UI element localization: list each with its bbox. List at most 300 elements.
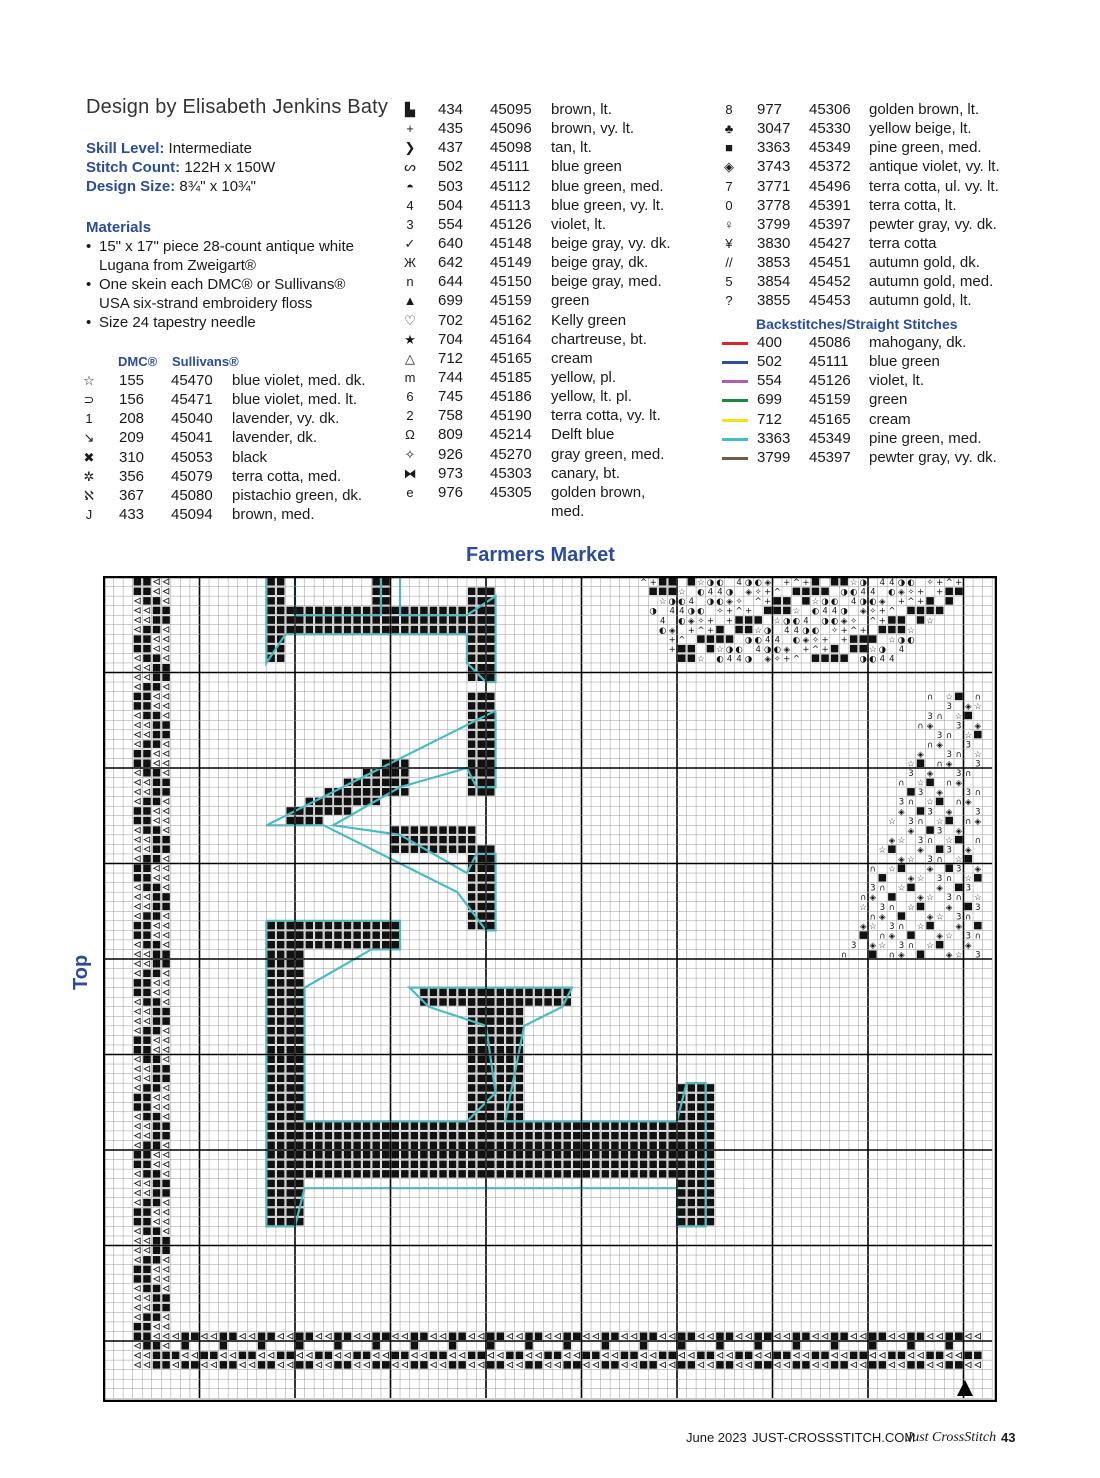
key-symbol: n bbox=[406, 274, 414, 290]
key-dmc-number: 758 bbox=[438, 407, 464, 425]
key-symbol: ▙ bbox=[405, 102, 415, 117]
letter-stitch bbox=[286, 1027, 294, 1035]
stitch-square bbox=[955, 588, 963, 596]
stitch-symbol: ^ bbox=[678, 635, 686, 646]
key-symbol: m bbox=[404, 369, 416, 385]
letter-stitch bbox=[525, 1161, 533, 1169]
key-color-name: pistachio green, dk. bbox=[232, 486, 363, 504]
stitch-symbol: ✧ bbox=[850, 616, 858, 627]
stitch-square bbox=[888, 616, 896, 624]
letter-stitch bbox=[477, 998, 485, 1006]
key-color-name: yellow, lt. pl. bbox=[551, 388, 632, 406]
letter-stitch bbox=[611, 1170, 619, 1178]
letter-stitch bbox=[325, 931, 333, 939]
letter-stitch bbox=[401, 1151, 409, 1159]
key-symbol: △ bbox=[405, 350, 415, 366]
stitch-symbol: ∩ bbox=[936, 711, 943, 722]
letter-stitch bbox=[267, 1008, 275, 1016]
stitch-square bbox=[793, 1342, 801, 1350]
stitch-square bbox=[793, 588, 801, 596]
letter-stitch bbox=[468, 1046, 476, 1054]
stitch-square bbox=[659, 1352, 667, 1360]
letter-stitch bbox=[277, 1103, 285, 1111]
key-color-name: beige gray, dk. bbox=[551, 254, 649, 272]
letter-stitch bbox=[382, 597, 390, 605]
stitch-square bbox=[802, 1332, 810, 1340]
letter-stitch bbox=[468, 874, 476, 882]
stitch-square bbox=[134, 979, 142, 987]
letter-stitch bbox=[344, 1170, 352, 1178]
stitch-symbol: + bbox=[821, 635, 829, 646]
letter-stitch bbox=[516, 998, 524, 1006]
letter-stitch bbox=[420, 616, 428, 624]
stitch-symbol: 3 bbox=[870, 883, 876, 894]
letter-stitch bbox=[688, 1161, 696, 1169]
letter-stitch bbox=[525, 1122, 533, 1130]
letter-stitch bbox=[678, 1161, 686, 1169]
stitch-symbol: ☆ bbox=[907, 902, 915, 913]
stitch-symbol: 3 bbox=[879, 902, 886, 913]
stitch-square bbox=[143, 1027, 151, 1035]
letter-stitch bbox=[363, 941, 371, 949]
letter-stitch bbox=[468, 654, 476, 662]
letter-stitch bbox=[678, 1199, 686, 1207]
letter-stitch bbox=[516, 1008, 524, 1016]
letter-stitch bbox=[678, 1180, 686, 1188]
letter-stitch bbox=[468, 836, 476, 844]
stitch-square bbox=[879, 626, 887, 634]
key-color-name: antique violet, vy. lt. bbox=[869, 158, 1000, 176]
stitch-symbol: 3 bbox=[908, 816, 914, 827]
letter-stitch bbox=[649, 1132, 657, 1140]
letter-stitch bbox=[306, 626, 314, 634]
letter-stitch bbox=[707, 1141, 715, 1149]
stitch-symbol: ◈ bbox=[907, 826, 915, 837]
letter-stitch bbox=[372, 1141, 380, 1149]
letter-stitch bbox=[554, 1141, 562, 1149]
stitch-square bbox=[945, 1342, 953, 1350]
stitch-square bbox=[898, 1352, 906, 1360]
letter-stitch bbox=[449, 989, 457, 997]
letter-stitch bbox=[401, 1141, 409, 1149]
stitch-square bbox=[850, 1352, 858, 1360]
stitch-square bbox=[678, 1361, 686, 1369]
letter-stitch bbox=[372, 779, 380, 787]
letter-stitch bbox=[315, 1161, 323, 1169]
key-symbol: ✖ bbox=[83, 449, 95, 465]
key-color-name: terra cotta bbox=[869, 234, 937, 252]
key-color-name: blue green bbox=[551, 158, 622, 176]
stitch-square bbox=[153, 1247, 161, 1255]
letter-stitch bbox=[487, 769, 495, 777]
letter-stitch bbox=[430, 626, 438, 634]
letter-stitch bbox=[277, 1017, 285, 1025]
stitch-square bbox=[153, 1189, 161, 1197]
stitch-count-label: Stitch Count: bbox=[86, 159, 181, 176]
stitch-square bbox=[143, 740, 151, 748]
letter-stitch bbox=[430, 616, 438, 624]
letter-stitch bbox=[497, 1056, 505, 1064]
letter-stitch bbox=[277, 950, 285, 958]
stitch-square bbox=[449, 1342, 457, 1350]
letter-stitch bbox=[535, 1161, 543, 1169]
stitch-symbol: 3 bbox=[898, 940, 905, 951]
letter-stitch bbox=[544, 989, 552, 997]
key-sullivans-number: 45041 bbox=[171, 429, 213, 447]
letter-stitch bbox=[583, 1151, 591, 1159]
letter-stitch bbox=[697, 1208, 705, 1216]
key-sullivans-number: 45159 bbox=[490, 292, 532, 310]
key-dmc-number: 702 bbox=[438, 311, 464, 329]
stitch-square bbox=[707, 645, 715, 653]
stitch-symbol: ☆ bbox=[974, 749, 982, 760]
stitch-square bbox=[143, 989, 151, 997]
letter-stitch bbox=[344, 922, 352, 930]
key-color-name: autumn gold, med. bbox=[869, 273, 994, 291]
stitch-symbol: + bbox=[955, 578, 963, 589]
key-dmc-number: 3743 bbox=[757, 158, 791, 176]
letter-stitch bbox=[477, 1075, 485, 1083]
letter-stitch bbox=[286, 941, 294, 949]
key-color-name: cream bbox=[551, 349, 593, 367]
stitch-square bbox=[716, 626, 724, 634]
letter-stitch bbox=[334, 1151, 342, 1159]
stitch-square bbox=[945, 1361, 953, 1369]
letter-stitch bbox=[458, 1132, 466, 1140]
letter-stitch bbox=[649, 1161, 657, 1169]
stitch-square bbox=[430, 1352, 438, 1360]
stitch-square bbox=[153, 664, 161, 672]
letter-stitch bbox=[477, 1027, 485, 1035]
stitch-square bbox=[831, 1342, 839, 1350]
stitch-symbol: ◑ bbox=[783, 616, 791, 627]
stitch-symbol: ◑ bbox=[744, 654, 753, 665]
letter-stitch bbox=[649, 1141, 657, 1149]
stitch-symbol: ◐ bbox=[869, 654, 877, 665]
letter-stitch bbox=[602, 1151, 610, 1159]
stitch-symbol: ☆ bbox=[849, 578, 858, 589]
stitch-square bbox=[840, 654, 848, 662]
stitch-square bbox=[201, 1352, 209, 1360]
chart-orientation-label: Top bbox=[70, 954, 92, 990]
letter-stitch bbox=[420, 1170, 428, 1178]
letter-stitch bbox=[401, 788, 409, 796]
letter-stitch bbox=[306, 817, 314, 825]
key-symbol: ◈ bbox=[724, 159, 734, 175]
letter-stitch bbox=[344, 807, 352, 815]
stitch-symbol: ◈ bbox=[926, 769, 934, 780]
stitch-symbol: 3 bbox=[946, 749, 952, 760]
letter-stitch bbox=[267, 1017, 275, 1025]
stitch-square bbox=[153, 1313, 161, 1321]
stitch-square bbox=[812, 588, 820, 596]
key-color-name: chartreuse, bt. bbox=[551, 330, 647, 348]
stitch-square bbox=[162, 1122, 170, 1130]
stitch-symbol: + bbox=[840, 635, 848, 646]
stitch-square bbox=[162, 1008, 170, 1016]
letter-stitch bbox=[525, 1141, 533, 1149]
letter-stitch bbox=[411, 1141, 419, 1149]
letter-stitch bbox=[630, 1141, 638, 1149]
stitch-square bbox=[592, 1352, 600, 1360]
letter-stitch bbox=[430, 1122, 438, 1130]
stitch-square bbox=[831, 645, 839, 653]
letter-stitch bbox=[611, 1161, 619, 1169]
stitch-symbol: ◐ bbox=[678, 616, 686, 627]
letter-stitch bbox=[468, 1075, 476, 1083]
key-sullivans-number: 45164 bbox=[490, 330, 532, 348]
letter-stitch bbox=[420, 826, 428, 834]
stitch-symbol: ◐ bbox=[792, 616, 801, 627]
letter-stitch bbox=[277, 1170, 285, 1178]
letter-stitch bbox=[477, 1132, 485, 1140]
stitch-square bbox=[659, 588, 667, 596]
letter-stitch bbox=[420, 1151, 428, 1159]
letter-stitch bbox=[697, 1151, 705, 1159]
key-dmc-number: 977 bbox=[757, 101, 783, 118]
stitch-square bbox=[945, 597, 953, 605]
letter-stitch bbox=[296, 1141, 304, 1149]
letter-stitch bbox=[678, 1208, 686, 1216]
stitch-square bbox=[487, 1342, 495, 1350]
letter-stitch bbox=[707, 1132, 715, 1140]
stitch-symbol: ∩ bbox=[860, 893, 867, 904]
stitch-square bbox=[344, 1332, 352, 1340]
letter-stitch bbox=[688, 1132, 696, 1140]
stitch-square bbox=[153, 1017, 161, 1025]
key-sullivans-number: 45270 bbox=[490, 445, 532, 463]
letter-stitch bbox=[286, 1151, 294, 1159]
stitch-square bbox=[754, 1342, 762, 1350]
key-sullivans-number: 45096 bbox=[490, 120, 532, 138]
letter-stitch bbox=[468, 998, 476, 1006]
stitch-square bbox=[334, 1332, 342, 1340]
letter-stitch bbox=[286, 1113, 294, 1121]
materials-section bbox=[86, 219, 399, 332]
stitch-square bbox=[143, 855, 151, 863]
letter-stitch bbox=[296, 922, 304, 930]
letter-stitch bbox=[430, 1170, 438, 1178]
stitch-symbol: ☆ bbox=[954, 855, 963, 865]
letter-stitch bbox=[449, 1161, 457, 1169]
designer-credit: Design by Elisabeth Jenkins Baty bbox=[86, 96, 389, 118]
letter-stitch bbox=[344, 798, 352, 806]
backstitch-sullivans-number: 45397 bbox=[809, 448, 851, 466]
stitch-square bbox=[134, 759, 142, 767]
letter-stitch bbox=[363, 1122, 371, 1130]
sullivans-column-header: Sullivans® bbox=[172, 354, 239, 369]
letter-stitch bbox=[535, 989, 543, 997]
stitch-symbol: ◐ bbox=[811, 625, 820, 636]
materials-item: • 15" x 17" piece 28-count antique white Lugana from Zweigart® bbox=[86, 237, 399, 275]
stitch-symbol: ∩ bbox=[965, 769, 972, 780]
key-sullivans-number: 45126 bbox=[490, 215, 532, 233]
letter-stitch bbox=[497, 1084, 505, 1092]
letter-stitch bbox=[487, 702, 495, 710]
stitch-square bbox=[382, 1361, 390, 1369]
stitch-symbol: ☆ bbox=[935, 816, 944, 827]
letter-stitch bbox=[411, 1151, 419, 1159]
letter-stitch bbox=[487, 1132, 495, 1140]
stitch-square bbox=[649, 588, 657, 596]
stitch-symbol: 4 bbox=[803, 616, 809, 627]
stitch-square bbox=[525, 1332, 533, 1340]
stitch-symbol: ✧ bbox=[773, 654, 781, 665]
letter-stitch bbox=[267, 989, 275, 997]
stitch-square bbox=[143, 1103, 151, 1111]
stitch-square bbox=[879, 1332, 887, 1340]
letter-stitch bbox=[401, 616, 409, 624]
stitch-symbol: ∩ bbox=[888, 950, 895, 961]
stitch-square bbox=[668, 1352, 676, 1360]
key-dmc-number: 744 bbox=[438, 368, 464, 386]
key-symbol: ᔕ bbox=[404, 159, 416, 175]
stitch-symbol: ◈ bbox=[869, 940, 877, 951]
stitch-symbol: ☆ bbox=[974, 702, 982, 713]
stitch-symbol: ◐ bbox=[830, 616, 839, 627]
stitch-symbol: ◐ bbox=[716, 578, 724, 589]
stitch-symbol: ✧ bbox=[869, 606, 877, 617]
dmc-column-header: DMC® bbox=[118, 354, 158, 369]
letter-stitch bbox=[334, 1170, 342, 1178]
letter-stitch bbox=[286, 931, 294, 939]
key-symbol: ★ bbox=[404, 331, 416, 347]
key-color-name: tan, lt. bbox=[551, 139, 592, 157]
stitch-square bbox=[869, 635, 877, 643]
letter-stitch bbox=[372, 1122, 380, 1130]
letter-stitch bbox=[296, 960, 304, 968]
stitch-square bbox=[153, 769, 161, 777]
backstitch-dmc-number: 3799 bbox=[757, 448, 791, 466]
letter-stitch bbox=[544, 1122, 552, 1130]
letter-stitch bbox=[487, 1103, 495, 1111]
stitch-square bbox=[153, 731, 161, 739]
stitch-symbol: 3 bbox=[946, 702, 952, 713]
key-sullivans-number: 45185 bbox=[490, 368, 532, 386]
stitch-square bbox=[153, 712, 161, 720]
stitch-symbol: ◈ bbox=[965, 940, 972, 951]
stitch-symbol: ◈ bbox=[869, 893, 877, 904]
letter-stitch bbox=[640, 1122, 648, 1130]
letter-stitch bbox=[286, 1065, 294, 1073]
stitch-symbol: ◑ bbox=[878, 644, 887, 655]
key-dmc-number: 976 bbox=[438, 483, 464, 501]
stitch-square bbox=[153, 1285, 161, 1293]
key-color-name: pine green, med. bbox=[869, 139, 982, 157]
key-color-name: Kelly green bbox=[551, 311, 627, 329]
letter-stitch bbox=[497, 998, 505, 1006]
letter-stitch bbox=[344, 1141, 352, 1149]
key-color-name: Delft blue bbox=[551, 426, 615, 444]
stitch-square bbox=[296, 1332, 304, 1340]
stitch-symbol: ^ bbox=[792, 578, 800, 589]
stitch-symbol: ◈ bbox=[965, 702, 972, 713]
stitch-square bbox=[143, 826, 151, 834]
letter-stitch bbox=[525, 1151, 533, 1159]
backstitch-dmc-number: 712 bbox=[757, 410, 783, 428]
letter-stitch bbox=[487, 884, 495, 892]
letter-stitch bbox=[401, 769, 409, 777]
letter-stitch bbox=[688, 1180, 696, 1188]
letter-stitch bbox=[707, 1218, 715, 1226]
stitch-square bbox=[649, 1361, 657, 1369]
letter-stitch bbox=[392, 607, 400, 615]
stitch-symbol: ◐ bbox=[678, 597, 686, 608]
letter-stitch bbox=[583, 1161, 591, 1169]
stitch-square bbox=[143, 807, 151, 815]
letter-stitch bbox=[535, 1141, 543, 1149]
stitch-square bbox=[917, 616, 925, 624]
letter-stitch bbox=[449, 826, 457, 834]
stitch-square bbox=[392, 1352, 400, 1360]
letter-stitch bbox=[277, 960, 285, 968]
stitch-square bbox=[153, 1352, 161, 1360]
letter-stitch bbox=[277, 998, 285, 1006]
letter-stitch bbox=[296, 979, 304, 987]
letter-stitch bbox=[363, 626, 371, 634]
letter-stitch bbox=[525, 998, 533, 1006]
stitch-square bbox=[869, 950, 877, 958]
stitch-square bbox=[134, 989, 142, 997]
letter-stitch bbox=[382, 1170, 390, 1178]
letter-stitch bbox=[363, 1141, 371, 1149]
stitch-square bbox=[783, 597, 791, 605]
letter-stitch bbox=[286, 950, 294, 958]
key-symbol: ◓ bbox=[406, 178, 414, 194]
footer-date: June 2023 bbox=[686, 1430, 747, 1445]
stitch-square bbox=[716, 1361, 724, 1369]
letter-stitch bbox=[497, 1008, 505, 1016]
letter-stitch bbox=[506, 1065, 514, 1073]
stitch-symbol: 4 bbox=[669, 606, 675, 617]
letter-stitch bbox=[286, 970, 294, 978]
backstitch-swatch bbox=[722, 342, 748, 345]
letter-stitch bbox=[334, 1122, 342, 1130]
stitch-square bbox=[143, 1332, 151, 1340]
stitch-symbol: ◈ bbox=[888, 835, 896, 846]
stitch-symbol: ☆ bbox=[926, 616, 934, 627]
letter-stitch bbox=[516, 1103, 524, 1111]
stitch-symbol: ∩ bbox=[907, 940, 915, 951]
stitch-square bbox=[153, 1122, 161, 1130]
stitch-symbol: ✧ bbox=[926, 578, 934, 589]
key-color-name: beige gray, med. bbox=[551, 273, 662, 291]
letter-stitch bbox=[315, 616, 323, 624]
stitch-symbol: ∩ bbox=[926, 740, 934, 751]
stitch-square bbox=[955, 1332, 963, 1340]
stitch-square bbox=[162, 1132, 170, 1140]
letter-stitch bbox=[306, 1132, 314, 1140]
stitch-symbol: ☆ bbox=[878, 845, 887, 856]
stitch-square bbox=[678, 1332, 686, 1340]
letter-stitch bbox=[286, 922, 294, 930]
stitch-square bbox=[907, 1342, 915, 1350]
letter-stitch bbox=[621, 1132, 629, 1140]
stitch-square bbox=[306, 1361, 314, 1369]
letter-stitch bbox=[382, 1141, 390, 1149]
stitch-symbol: 4 bbox=[870, 587, 876, 598]
letter-stitch bbox=[392, 1151, 400, 1159]
letter-stitch bbox=[506, 1161, 514, 1169]
stitch-square bbox=[143, 683, 151, 691]
key-sullivans-number: 45452 bbox=[809, 273, 851, 291]
stitch-symbol: ◈ bbox=[726, 597, 733, 608]
letter-stitch bbox=[334, 941, 342, 949]
stitch-symbol: ◑ bbox=[802, 625, 810, 636]
letter-stitch bbox=[267, 1084, 275, 1092]
stitch-symbol: + bbox=[878, 606, 886, 617]
letter-stitch bbox=[277, 1075, 285, 1083]
